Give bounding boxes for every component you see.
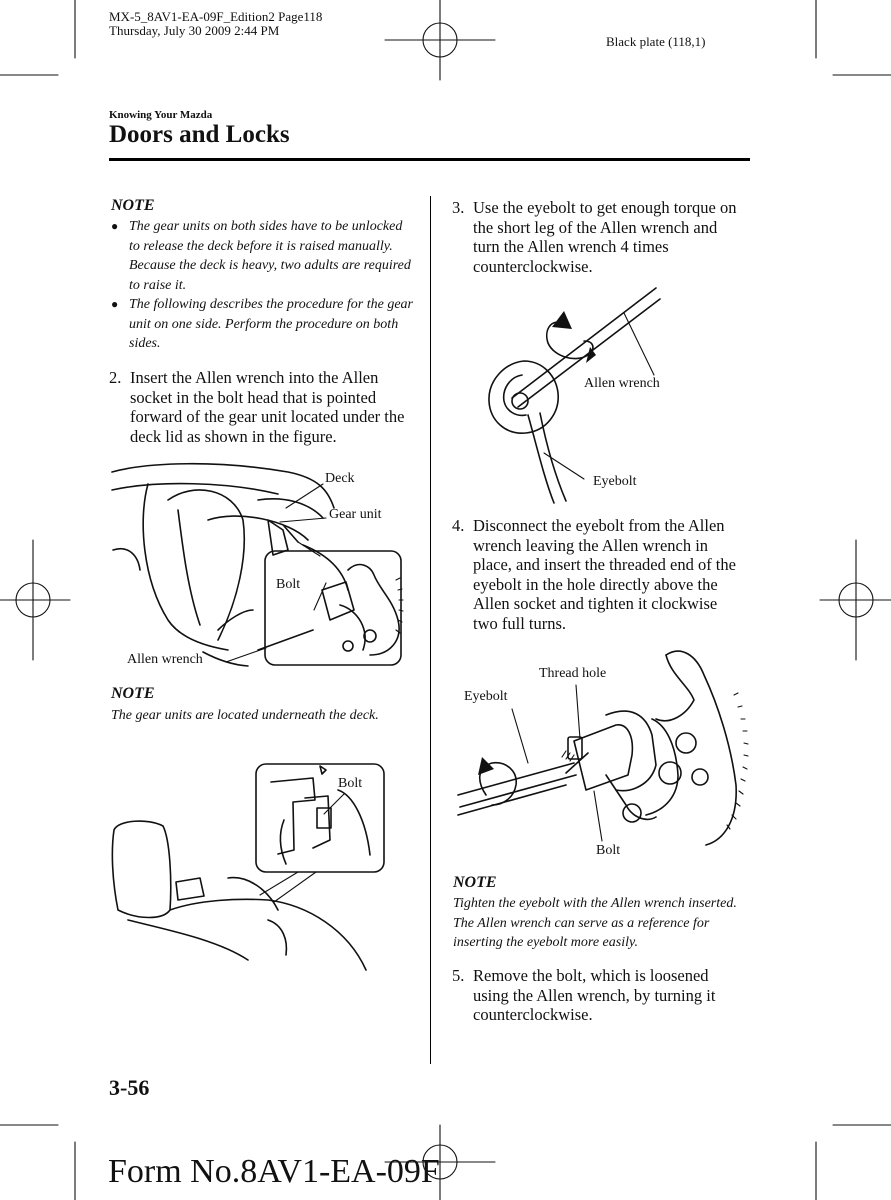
section-label: Knowing Your Mazda [109, 109, 213, 121]
fig1-label-allen-wrench: Allen wrench [127, 652, 203, 667]
title-rule [109, 158, 750, 161]
fig4-label-bolt: Bolt [596, 843, 621, 858]
page-title: Doors and Locks [109, 121, 290, 148]
page-number: 3-56 [109, 1075, 150, 1100]
note-bullet-2: ● The following describes the procedure for the gear unit on one side. Perform the procedure on both sides. [111, 295, 411, 335]
note-3-text: Tighten the eyebolt with the Allen wrench inserted. The Allen wrench can serve as a reference for inserting the eyebolt more easily. [453, 896, 737, 950]
step-2-number: 2. [109, 368, 122, 387]
step-5-number: 5. [452, 966, 465, 985]
fig1-label-gear-unit: Gear unit [329, 507, 382, 522]
note-heading-1: NOTE [111, 197, 155, 214]
step-3-number: 3. [452, 198, 465, 217]
fig3-label-eyebolt: Eyebolt [593, 474, 637, 489]
step-5 [452, 966, 752, 1026]
fig3-label-allen-wrench: Allen wrench [584, 376, 660, 391]
note-bullet-1-text: The gear units on both sides have to be unlocked to release the deck before it is raised manually. Because the deck is heavy, two adults are required to raise it. [129, 219, 411, 293]
note-heading-2: NOTE [111, 685, 155, 702]
fig4-label-eyebolt: Eyebolt [464, 689, 508, 704]
note-bullet-2-text: The following describes the procedure for the gear unit on one side. Perform the procedure on both sides. [129, 297, 413, 351]
step-4-text: Disconnect the eyebolt from the Allen wrench leaving the Allen wrench in place, and insert the threaded end of the eyebolt in the hole directly above the Allen socket and tighten it clockwise two full turns. [473, 516, 736, 633]
note-2-text: The gear units are located underneath the deck. [111, 708, 379, 723]
step-5-text: Remove the bolt, which is loosened using the Allen wrench, by turning it counterclockwise. [473, 966, 716, 1024]
step-3-text: Use the eyebolt to get enough torque on the short leg of the Allen wrench and turn the Allen wrench 4 times counterclockwise. [473, 198, 737, 276]
doc-info-line-2: Thursday, July 30 2009 2:44 PM [109, 23, 280, 38]
note-bullet-1: ● The gear units on both sides have to be unlocked to release the deck before it is raised manually. Because the deck is heavy, two adults are required to raise it. [111, 217, 411, 257]
step-4 [452, 516, 752, 636]
figure-bolt-location [108, 760, 388, 975]
fig4-label-thread-hole: Thread hole [539, 666, 607, 681]
plate-info: Black plate (118,1) [606, 34, 706, 49]
fig2-label-bolt: Bolt [338, 776, 363, 791]
step-3 [452, 198, 752, 278]
doc-info-line-1: MX-5_8AV1-EA-09F_Edition2 Page118 [109, 9, 323, 24]
column-divider [430, 196, 431, 1064]
form-number: Form No.8AV1-EA-09F [108, 1153, 440, 1190]
step-2-text: Insert the Allen wrench into the Allen socket in the bolt head that is pointed forward of the gear unit located under the deck lid as shown in the figure. [130, 368, 405, 446]
figure-gear-unit-location [108, 460, 408, 670]
fig1-label-deck: Deck [325, 471, 355, 486]
step-4-number: 4. [452, 516, 465, 535]
figure-eyebolt-torque [484, 283, 674, 508]
fig1-label-bolt: Bolt [276, 577, 301, 592]
note-heading-3: NOTE [453, 874, 497, 891]
step-2 [109, 368, 409, 448]
